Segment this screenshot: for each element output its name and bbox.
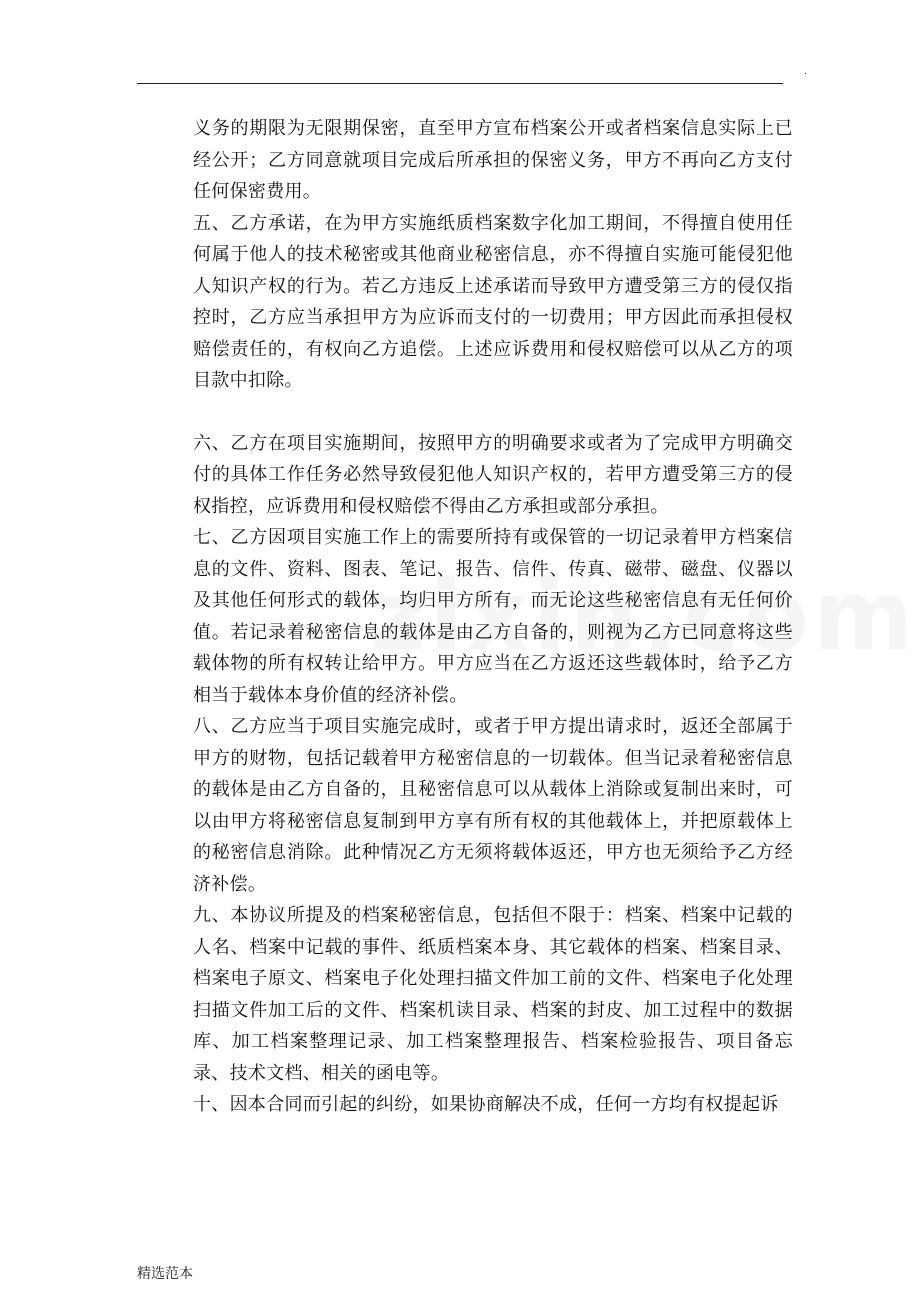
paragraph-clause-10: 十、因本合同而引起的纠纷，如果协商解决不成，任何一方均有权提起诉 (193, 1094, 779, 1115)
paragraph-clause-8: 八、乙方应当于项目实施完成时，或者于甲方提出请求时，返还全部属于甲方的财物，包括记载着甲方秘密信息的一切载体。但当记录着秘密信息的载体是由乙方自备的，且秘密信息可以从载体上消除或复制出来时，可以由甲方将秘密信息复制到甲方享有所有权的其他载体上，并把原载体上的秘密信息消除。此种情况乙方无须将载体返还，甲方也无须给予乙方经济补偿。 (193, 716, 793, 895)
paragraph-clause-5: 五、乙方承诺，在为甲方实施纸质档案数字化加工期间，不得擅自使用任何属于他人的技术秘密或其他商业秘密信息，亦不得擅自实施可能侵犯他人知识产权的行为。若乙方违反上述承诺而导致甲方遭受第三方的侵仅指控时，乙方应当承担甲方为应诉而支付的一切费用；甲方因此而承担侵权赔偿责任的，有权向乙方追偿。上述应诉费用和侵权赔偿可以从乙方的项目款中扣除。 (193, 212, 793, 391)
header-mark: . (804, 66, 808, 77)
paragraph-clause-6: 六、乙方在项目实施期间，按照甲方的明确要求或者为了完成甲方明确交付的具体工作任务必然导致侵犯他人知识产权的，若甲方遭受第三方的侵权指控，应诉费用和侵权赔偿不得由乙方承担或部分承担。 (193, 432, 793, 517)
paragraph-clause-9: 九、本协议所提及的档案秘密信息，包括但不限于：档案、档案中记载的人名、档案中记载的事件、纸质档案本身、其它载体的档案、档案目录、档案电子原文、档案电子化处理扫描文件加工前的文件、档案电子化处理扫描文件加工后的文件、档案机读目录、档案的封皮、加工过程中的数据库、加工档案整理记录、加工档案整理报告、档案检验报告、项目备忘录、技术文档、相关的函电等。 (193, 905, 793, 1084)
document-body (193, 113, 793, 1121)
paragraph-clause-7: 七、乙方因项目实施工作上的需要所持有或保管的一切记录着甲方档案信息的文件、资料、图表、笔记、报告、信件、传真、磁带、磁盘、仪器以及其他任何形式的载体，均归甲方所有，而无论这些秘密信息有无任何价值。若记录着秘密信息的载体是由乙方自备的，则视为乙方已同意将这些载体物的所有权转让给甲方。甲方应当在乙方返还这些载体时，给予乙方相当于载体本身价值的经济补偿。 (193, 527, 793, 706)
paragraph-continuation: 义务的期限为无限期保密，直至甲方宣布档案公开或者档案信息实际上已经公开；乙方同意就项目完成后所承担的保密义务，甲方不再向乙方支付任何保密费用。 (193, 118, 793, 202)
footer-label: 精选范本 (137, 1266, 193, 1282)
header-rule (137, 83, 783, 84)
